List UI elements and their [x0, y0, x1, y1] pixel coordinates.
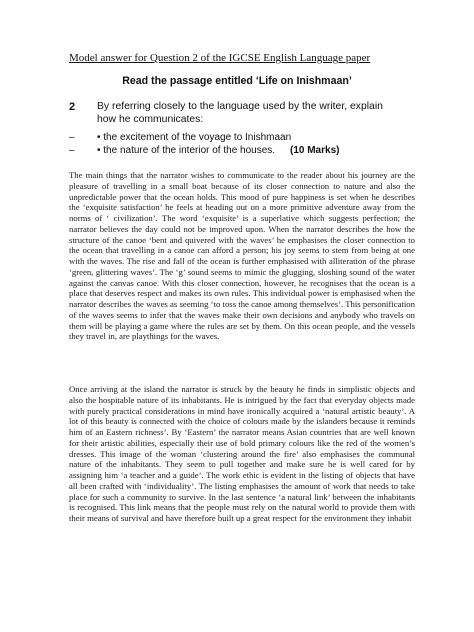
document-heading: Model answer for Question 2 of the IGCSE English Language paper — [69, 52, 371, 64]
answer-paragraph: Once arriving at the island the narrator is struck by the beauty he finds in simplistic objects and also the hospitable nature of its inhabitants. He is intrigued by the fact that everyday objects made with purely practical considerations in mind have ironically acquired a ‘natural artistic beauty’. A lot of this beauty is connected with the choice of colours made by the islanders because it reminds him of an Eastern richness’. By ‘Eastern’ the narrator means Asian countries that are well known for their artistic abilities, especially their use of bold primary colours like the red of the women’s dresses. This image of the woman ‘clustering around the fire’ also emphasises the communal nature of the inhabitants. They seem to pull together and make sure he is well cared for by assigning him ‘a teacher and a guide’. The work ethic is evident in the listing of objects that have all been crafted with ‘individuality’. The listing emphasises the amount of work that needs to take place for such a community to survive. In the last sentence ‘a natural link’ between the inhabitants is recognised. This link means that the people must rely on the natural world to provide them with their means of survival and have therefore built up a great respect for the environment they inhabit — [69, 384, 415, 523]
bullet-marker: – — [69, 132, 75, 143]
bullet-text: • the excitement of the voyage to Inishmaan — [97, 132, 292, 143]
bullet-marker: – — [69, 145, 75, 156]
passage-title: Read the passage entitled ‘Life on Inishmaan’ — [122, 75, 352, 87]
marks-label: (10 Marks) — [290, 145, 340, 156]
question-text: By referring closely to the language used by the writer, explain how he communicates: — [97, 101, 383, 125]
question-number: 2 — [69, 101, 76, 113]
answer-paragraph: The main things that the narrator wishes to communicate to the reader about his journey are the pleasure of travelling in a small boat because of its closer connection to nature and also the unpredictable power that the ocean holds. This mood of pure happiness is set when he describes the ‘exquisite satisfaction’ he feels at heading out on a more primitive adventure away from the norms of ‘ civilization’. The word ‘exquisite’ is a superlative which suggests perfection; the narrator believes the day could not be improved upon. When the narrator describes the how the structure of the canoe ‘bent and quivered with the waves’ he emphasises the closer connection to the ocean that travelling in a canoe can afford a person; his joy seems to stem from being at one with the waves. The rise and fall of the ocean is further emphasised with alliteration of the phrase ‘green, glittering waves’. The ‘g’ sound seems to mimic the glugging, sloshing sound of the water against the canvas canoe. With this closer connection, however, he recognises that the ocean is a place that deserves respect and makes its own rules. This individual power is emphasised when the narrator describes the waves as seeming ‘to toss the canoe among themselves’. This personification of the waves seems to infer that the waves make their own decisions and anybody who travels on them will be playing a game where the rules are set by them. On this ocean people, and the vessels they travel in, are playthings for the waves. — [69, 170, 415, 342]
bullet-text: • the nature of the interior of the houses. — [97, 145, 276, 156]
